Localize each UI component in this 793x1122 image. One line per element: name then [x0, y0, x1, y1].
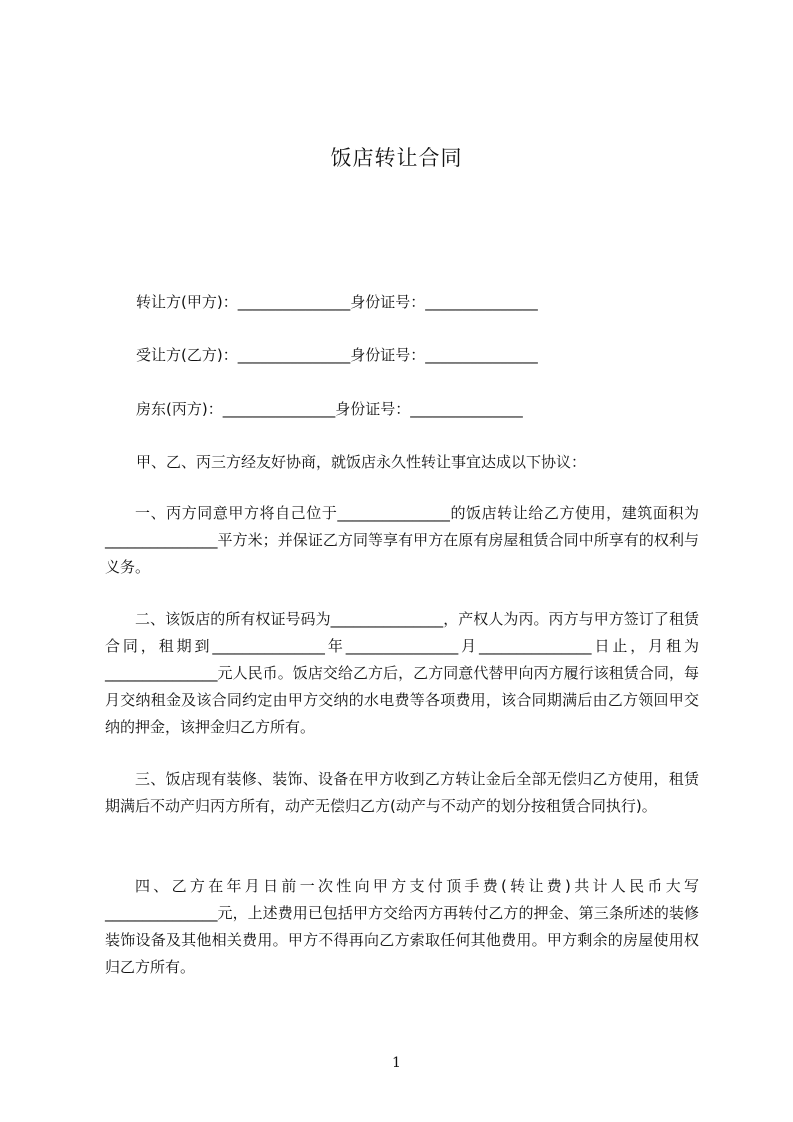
clause-1-text: 一、丙方同意甲方将自己位于_______________的饭店转让给乙方使用，建筑面积为_______________平方米；并保证乙方同等享有甲方在原有房屋租赁合同中所享有的权利与义务。: [105, 504, 699, 576]
page-number: 1: [392, 1055, 401, 1071]
party-transferee-line: 受让方(乙方)：_______________身份证号：_______________: [136, 346, 538, 364]
clause-4: [105, 873, 699, 981]
clause-4-text: 四、乙方在年月日前一次性向甲方支付顶手费(转让费)共计人民币大写_______________元，上述费用已包括甲方交给丙方再转付乙方的押金、第三条所述的装修装饰设备及其他相关费用。甲方不得再向乙方索取任何其他费用。甲方剩余的房屋使用权归乙方所有。: [105, 877, 699, 976]
party-transferor-line: 转让方(甲方)：_______________身份证号：_______________: [136, 293, 538, 311]
clause-2: [105, 606, 699, 741]
clause-3-text: 三、饭店现有装修、装饰、设备在甲方收到乙方转让金后全部无偿归乙方使用，租赁期满后不动产归丙方所有，动产无偿归乙方(动产与不动产的划分按租赁合同执行)。: [105, 770, 699, 815]
party-landlord-line: 房东(丙方)：_______________身份证号：_______________: [136, 400, 523, 418]
document-title: 饭店转让合同: [330, 146, 463, 170]
agreement-intro: 甲、乙、丙三方经友好协商，就饭店永久性转让事宜达成以下协议：: [136, 453, 587, 471]
clause-2-text: 二、该饭店的所有权证号码为_______________，产权人为丙。丙方与甲方签订了租赁合同，租期到_______________年_______________月_______________日止，月租为_______________元人民币。饭店交给乙方后，乙方同意代替甲向丙方履行该租赁合同，每月交纳租金及该合同约定由甲方交纳的水电费等各项费用，该合同期满后由乙方领回甲交纳的押金，该押金归乙方所有。: [105, 610, 699, 736]
clause-1: [105, 500, 699, 581]
clause-3: [105, 766, 699, 820]
